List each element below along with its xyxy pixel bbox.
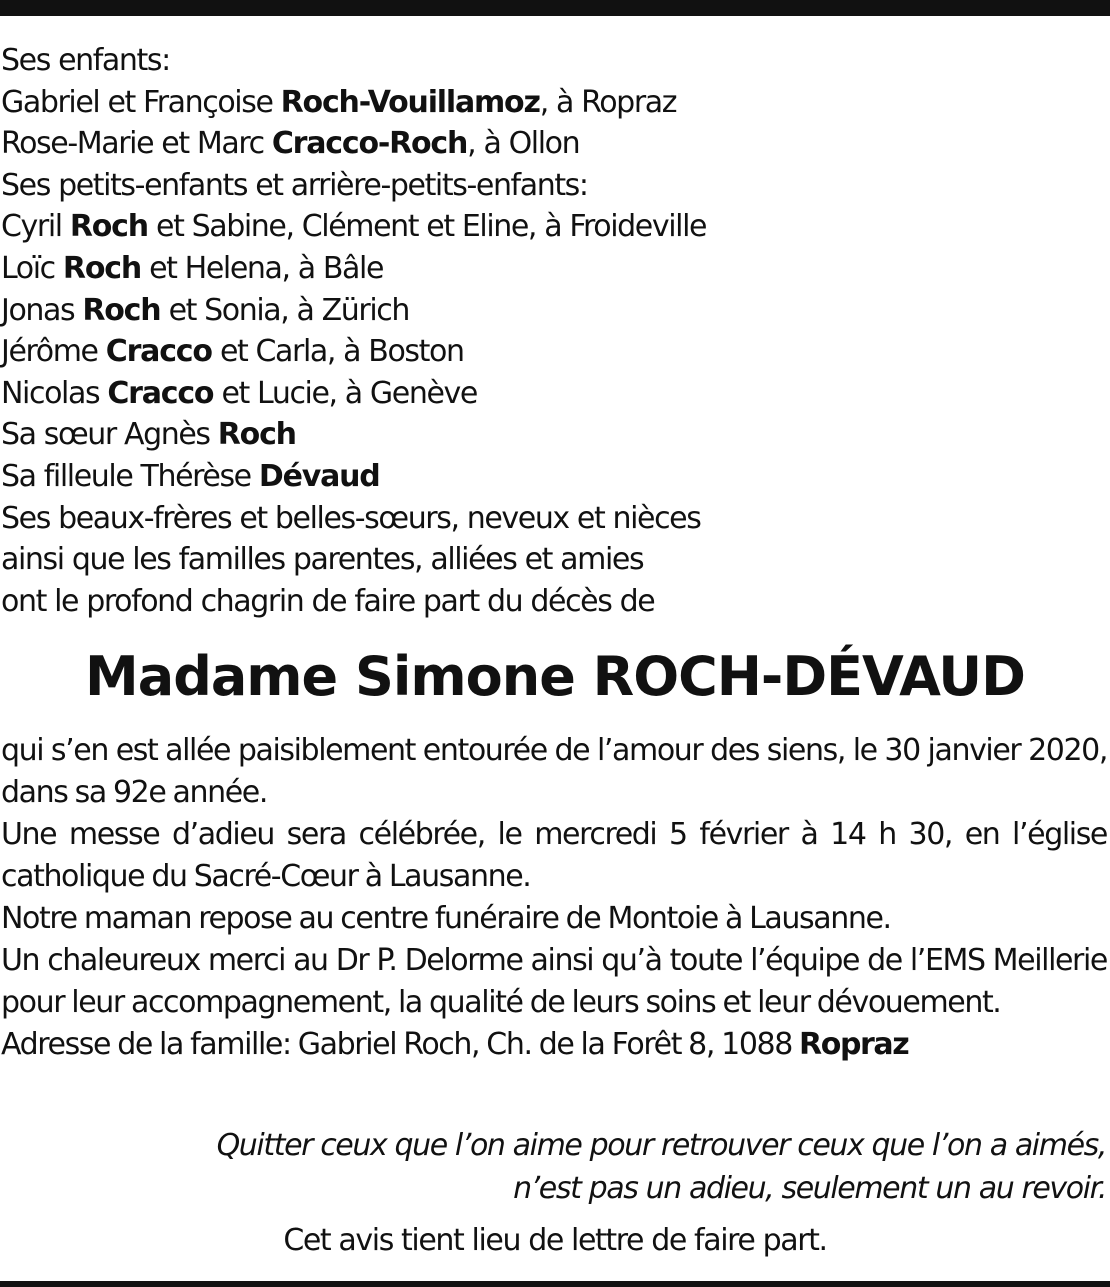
details-block <box>1 730 1107 1066</box>
grandchild-first: Jonas <box>1 292 83 328</box>
address-town: Ropraz <box>799 1027 909 1062</box>
grandchild-line <box>1 290 1101 332</box>
grandchild-surname: Roch <box>62 250 141 286</box>
child-surname: Roch-Vouillamoz <box>280 84 540 120</box>
grandchild-line <box>1 331 1101 373</box>
grandchild-line <box>1 373 1101 415</box>
child-names: Gabriel et Françoise <box>1 84 281 120</box>
grandchild-surname: Roch <box>82 292 161 328</box>
sister-prefix: Sa sœur Agnès <box>1 417 218 453</box>
grandchild-first: Jérôme <box>1 334 106 370</box>
grandchild-surname: Roch <box>69 209 148 245</box>
bottom-rule <box>0 1281 1110 1287</box>
goddaughter-line <box>1 456 1101 498</box>
grandchild-first: Nicolas <box>1 375 108 411</box>
sister-line <box>1 414 1101 456</box>
children-intro: Ses enfants: <box>1 43 170 78</box>
grandchild-line <box>1 248 1101 290</box>
announcement-line: ont le profond chagrin de faire part du décès de <box>1 583 655 619</box>
grandchild-rest: et Lucie, à Genève <box>213 375 477 411</box>
passing-paragraph: qui s’en est allée paisiblement entourée de l’amour des siens, le 30 janvier 2020, dans sa 92e année. <box>1 733 1107 810</box>
child-surname: Cracco-Roch <box>271 126 468 162</box>
grandchild-rest: et Sabine, Clément et Eline, à Froideville <box>147 209 707 245</box>
grandchild-surname: Cracco <box>107 375 214 411</box>
family-list <box>1 40 1101 622</box>
grandchild-surname: Cracco <box>105 334 212 370</box>
child-line <box>1 123 1101 165</box>
child-place: , à Ropraz <box>539 84 677 120</box>
quote-line: n’est pas un adieu, seulement un au revoir. <box>513 1171 1106 1206</box>
grandchild-rest: et Carla, à Boston <box>211 334 464 370</box>
grandchildren-intro: Ses petits-enfants et arrière-petits-enfants: <box>1 167 588 203</box>
closing-note: Cet avis tient lieu de lettre de faire part. <box>283 1223 827 1258</box>
rest-paragraph: Notre maman repose au centre funéraire de Montoie à Lausanne. <box>1 901 891 936</box>
quote <box>106 1124 1106 1210</box>
grandchild-line <box>1 206 1101 248</box>
grandchild-rest: et Helena, à Bâle <box>140 250 384 286</box>
families-line: ainsi que les familles parentes, alliées et amies <box>1 542 644 578</box>
goddaughter-prefix: Sa filleule Thérèse <box>1 458 259 494</box>
top-rule <box>0 0 1110 16</box>
in-laws-line: Ses beaux-frères et belles-sœurs, neveux et nièces <box>1 500 701 536</box>
grandchild-rest: et Sonia, à Zürich <box>160 292 409 328</box>
address-line <box>1 1024 1107 1066</box>
grandchild-first: Cyril <box>1 209 70 245</box>
grandchild-first: Loïc <box>1 250 63 286</box>
quote-line: Quitter ceux que l’on aime pour retrouver ceux que l’on a aimés, <box>216 1128 1106 1163</box>
child-line <box>1 82 1101 124</box>
sister-surname: Roch <box>217 417 296 453</box>
address-prefix: Adresse de la famille: Gabriel Roch, Ch. de la Forêt 8, 1088 <box>1 1027 800 1062</box>
thanks-paragraph: Un chaleureux merci au Dr P. Delorme ainsi qu’à toute l’équipe de l’EMS Meillerie pour leur accompagnement, la qualité de leurs soins et leur dévouement. <box>1 943 1107 1020</box>
mass-paragraph: Une messe d’adieu sera célébrée, le mercredi 5 février à 14 h 30, en l’église catholique du Sacré-Cœur à Lausanne. <box>1 817 1107 894</box>
goddaughter-surname: Dévaud <box>258 458 380 494</box>
child-place: , à Ollon <box>467 126 580 162</box>
deceased-name: Madame Simone ROCH-DÉVAUD <box>85 645 1025 708</box>
child-names: Rose-Marie et Marc <box>1 126 272 162</box>
